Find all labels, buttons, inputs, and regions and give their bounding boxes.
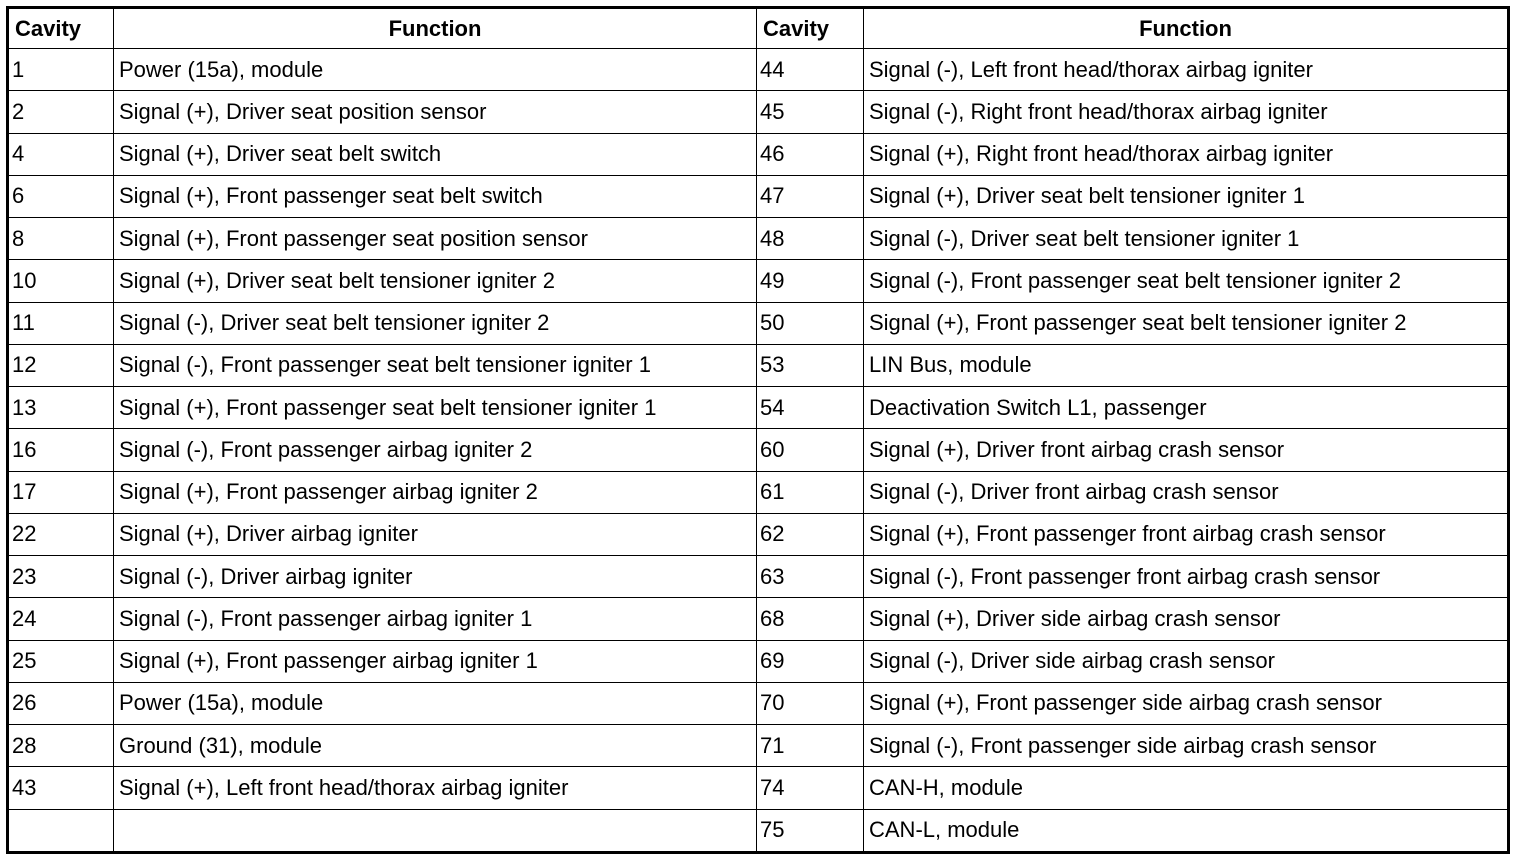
function-cell-left: Signal (-), Front passenger airbag igniter 1 [114,598,757,640]
cavity-cell-left: 1 [8,49,114,91]
table-row [8,175,1509,217]
cavity-column-header-left: Cavity [8,8,114,49]
table-row [8,513,1509,555]
function-cell-left: Signal (-), Front passenger airbag igniter 2 [114,429,757,471]
function-cell-right: Signal (+), Right front head/thorax airbag igniter [864,133,1509,175]
function-cell-right: Signal (+), Driver side airbag crash sensor [864,598,1509,640]
function-cell-left [114,809,757,853]
function-column-header-right: Function [864,8,1509,49]
cavity-cell-right: 75 [757,809,864,853]
cavity-cell-right: 70 [757,682,864,724]
cavity-cell-left: 6 [8,175,114,217]
cavity-cell-right: 53 [757,344,864,386]
table-row [8,429,1509,471]
cavity-cell-right: 48 [757,218,864,260]
function-cell-right: Signal (-), Right front head/thorax airbag igniter [864,91,1509,133]
function-cell-left: Signal (-), Driver airbag igniter [114,556,757,598]
cavity-cell-left: 25 [8,640,114,682]
table-row [8,91,1509,133]
cavity-cell-left: 22 [8,513,114,555]
cavity-cell-left: 28 [8,725,114,767]
cavity-cell-left: 2 [8,91,114,133]
function-cell-right: Signal (+), Front passenger seat belt tensioner igniter 2 [864,302,1509,344]
cavity-cell-left: 16 [8,429,114,471]
cavity-cell-left: 24 [8,598,114,640]
cavity-cell-right: 44 [757,49,864,91]
function-cell-left: Signal (+), Driver seat position sensor [114,91,757,133]
function-cell-left: Signal (+), Front passenger seat belt switch [114,175,757,217]
table-row [8,133,1509,175]
function-cell-left: Signal (+), Driver seat belt switch [114,133,757,175]
function-cell-right: CAN-H, module [864,767,1509,809]
table-row [8,218,1509,260]
table-row [8,344,1509,386]
function-cell-right: Signal (-), Driver side airbag crash sensor [864,640,1509,682]
cavity-cell-right: 54 [757,387,864,429]
cavity-cell-left: 17 [8,471,114,513]
header-row [8,8,1509,49]
cavity-column-header-right: Cavity [757,8,864,49]
connector-pinout-table [6,6,1510,854]
table-row [8,767,1509,809]
cavity-cell-right: 61 [757,471,864,513]
function-cell-left: Signal (+), Front passenger seat belt tensioner igniter 1 [114,387,757,429]
cavity-cell-left: 10 [8,260,114,302]
function-cell-left: Signal (+), Left front head/thorax airbag igniter [114,767,757,809]
function-cell-right: Signal (-), Front passenger side airbag crash sensor [864,725,1509,767]
cavity-cell-right: 46 [757,133,864,175]
cavity-cell-left: 8 [8,218,114,260]
cavity-cell-right: 68 [757,598,864,640]
cavity-cell-left: 13 [8,387,114,429]
table-body [8,49,1509,853]
cavity-cell-right: 49 [757,260,864,302]
cavity-cell-right: 45 [757,91,864,133]
cavity-cell-left: 26 [8,682,114,724]
table-row [8,725,1509,767]
function-cell-left: Power (15a), module [114,682,757,724]
function-cell-left: Signal (-), Front passenger seat belt tensioner igniter 1 [114,344,757,386]
table-row [8,556,1509,598]
function-cell-right: Deactivation Switch L1, passenger [864,387,1509,429]
function-cell-right: CAN-L, module [864,809,1509,853]
cavity-cell-right: 71 [757,725,864,767]
function-cell-right: Signal (-), Front passenger seat belt tensioner igniter 2 [864,260,1509,302]
function-cell-right: Signal (-), Driver front airbag crash sensor [864,471,1509,513]
table-row [8,302,1509,344]
function-cell-right: LIN Bus, module [864,344,1509,386]
function-cell-right: Signal (+), Driver front airbag crash sensor [864,429,1509,471]
function-cell-left: Signal (+), Front passenger airbag igniter 1 [114,640,757,682]
table-row [8,49,1509,91]
table-row [8,640,1509,682]
cavity-cell-right: 63 [757,556,864,598]
cavity-cell-right: 74 [757,767,864,809]
cavity-cell-right: 50 [757,302,864,344]
cavity-cell-left: 11 [8,302,114,344]
table-row [8,682,1509,724]
table-row [8,387,1509,429]
table-row [8,260,1509,302]
cavity-cell-left: 43 [8,767,114,809]
cavity-cell-right: 60 [757,429,864,471]
table-row [8,809,1509,853]
function-cell-left: Power (15a), module [114,49,757,91]
cavity-cell-left: 23 [8,556,114,598]
cavity-cell-right: 62 [757,513,864,555]
function-cell-right: Signal (+), Driver seat belt tensioner igniter 1 [864,175,1509,217]
function-cell-left: Ground (31), module [114,725,757,767]
function-cell-left: Signal (+), Front passenger airbag igniter 2 [114,471,757,513]
cavity-cell-left: 4 [8,133,114,175]
function-cell-right: Signal (-), Driver seat belt tensioner igniter 1 [864,218,1509,260]
cavity-cell-right: 69 [757,640,864,682]
function-cell-right: Signal (-), Front passenger front airbag crash sensor [864,556,1509,598]
function-cell-left: Signal (+), Driver seat belt tensioner igniter 2 [114,260,757,302]
function-column-header-left: Function [114,8,757,49]
function-cell-right: Signal (-), Left front head/thorax airbag igniter [864,49,1509,91]
cavity-cell-right: 47 [757,175,864,217]
function-cell-left: Signal (+), Driver airbag igniter [114,513,757,555]
cavity-cell-left [8,809,114,853]
function-cell-left: Signal (-), Driver seat belt tensioner igniter 2 [114,302,757,344]
table-header [8,8,1509,49]
function-cell-right: Signal (+), Front passenger side airbag crash sensor [864,682,1509,724]
cavity-cell-left: 12 [8,344,114,386]
table-row [8,598,1509,640]
function-cell-right: Signal (+), Front passenger front airbag crash sensor [864,513,1509,555]
table-row [8,471,1509,513]
function-cell-left: Signal (+), Front passenger seat position sensor [114,218,757,260]
